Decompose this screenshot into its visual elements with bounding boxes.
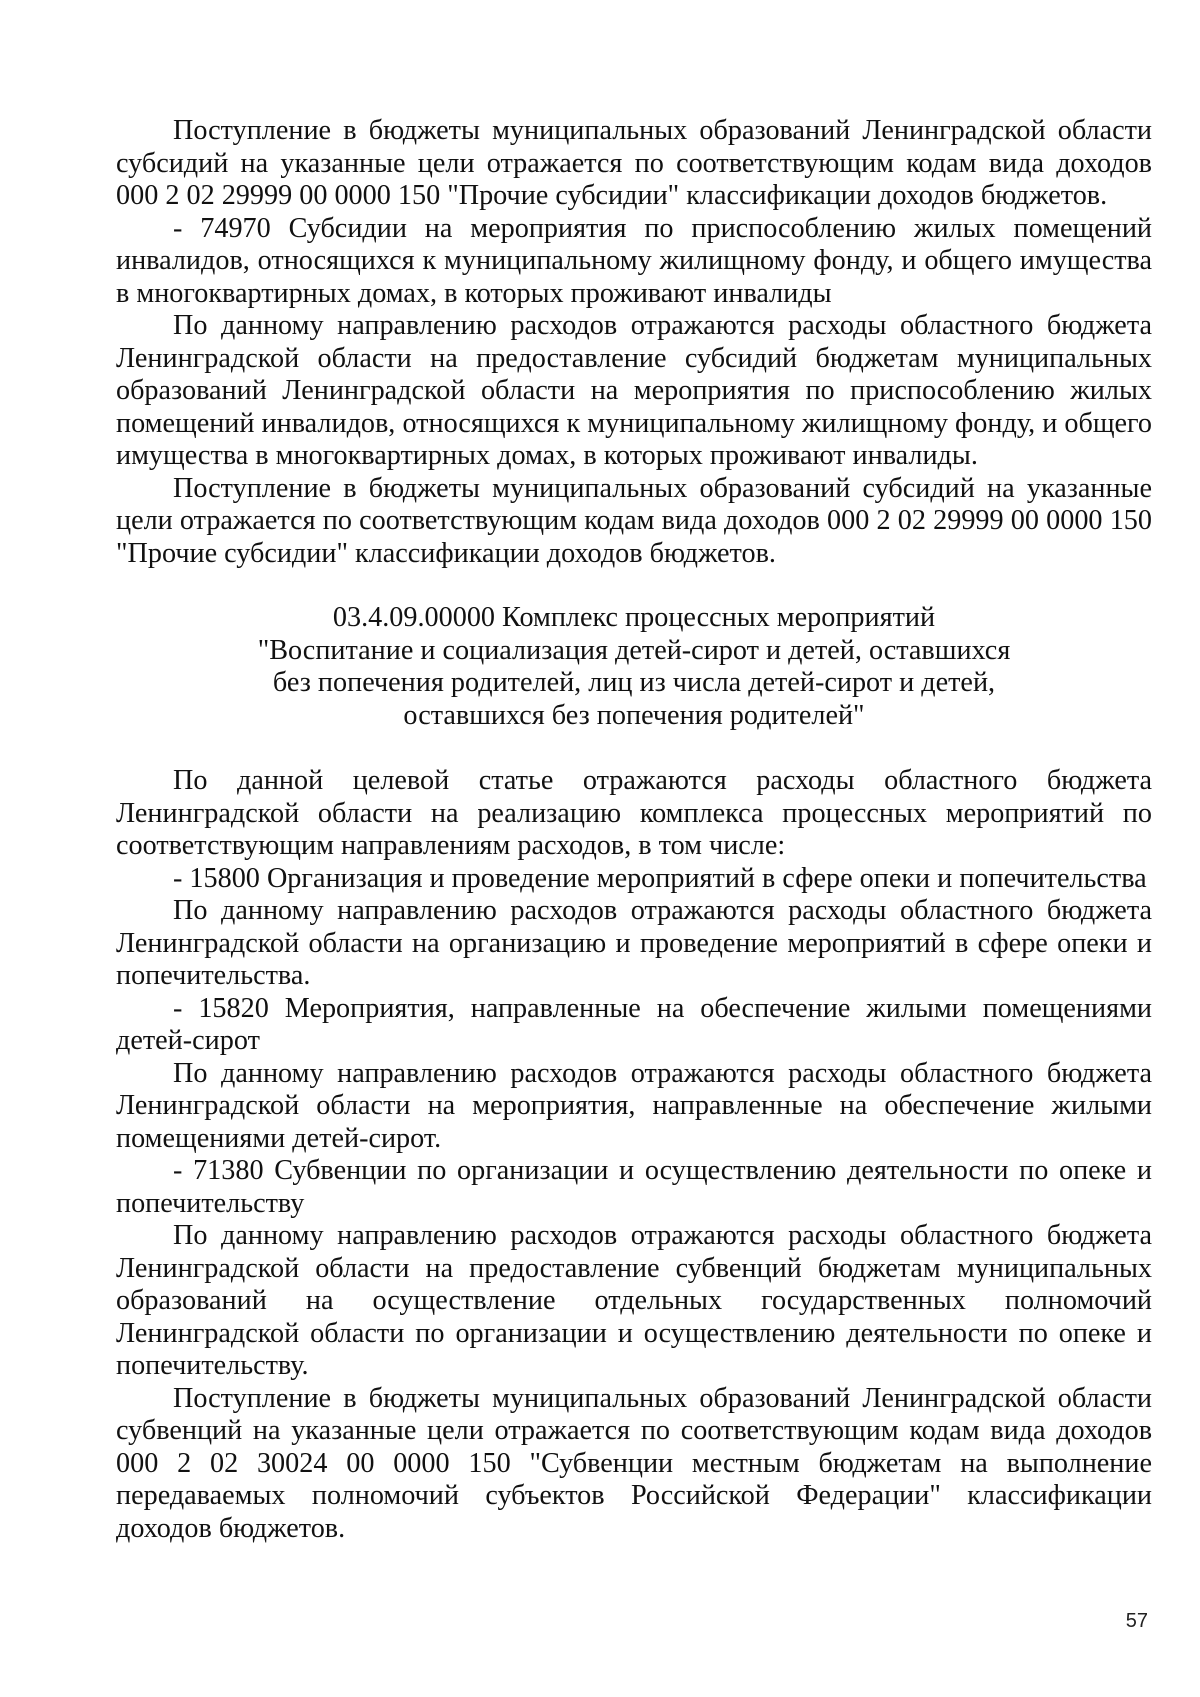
paragraph: Поступление в бюджеты муниципальных образований Ленинградской области субвенций на указанные цели отражается по соответствующим кодам вида доходов 000 2 02 30024 00 0000 150 "Субвенции местным бюджетам на выполнение передаваемых полномочий субъектов Российской Федерации" классификации доходов бюджетов. xyxy=(116,1382,1152,1544)
page-number: 57 xyxy=(1125,1610,1148,1632)
paragraph: - 74970 Субсидии на мероприятия по приспособлению жилых помещений инвалидов, относящихся к муниципальному жилищному фонду, и общего имущества в многоквартирных домах, в которых проживают инвалиды xyxy=(116,212,1152,309)
paragraph: Поступление в бюджеты муниципальных образований Ленинградской области субсидий на указанные цели отражается по соответствующим кодам вида доходов 000 2 02 29999 00 0000 150 "Прочие субсидии" классификации доходов бюджетов. xyxy=(116,115,1152,211)
paragraph: По данной целевой статье отражаются расходы областного бюджета Ленинградской области на реализацию комплекса процессных мероприятий по соответствующим направлениям расходов, в том числе: xyxy=(116,765,1152,861)
section-heading-line: "Воспитание и социализация детей-сирот и детей, оставшихся xyxy=(257,634,1011,666)
section-heading xyxy=(116,602,1152,732)
paragraph: - 15820 Мероприятия, направленные на обеспечение жилыми помещениями детей-сирот xyxy=(116,992,1152,1056)
paragraph: Поступление в бюджеты муниципальных образований субсидий на указанные цели отражается по соответствующим кодам вида доходов 000 2 02 29999 00 0000 150 "Прочие субсидии" классификации доходов бюджетов. xyxy=(116,472,1152,569)
paragraph: По данному направлению расходов отражаются расходы областного бюджета Ленинградской области на организацию и проведение мероприятий в сфере опеки и попечительства. xyxy=(116,895,1152,991)
paragraph: - 71380 Субвенции по организации и осуществлению деятельности по опеке и попечительству xyxy=(116,1155,1152,1219)
section-heading-line: без попечения родителей, лиц из числа детей-сирот и детей, xyxy=(272,667,996,698)
document-body xyxy=(116,115,1152,1545)
paragraph: По данному направлению расходов отражаются расходы областного бюджета Ленинградской области на предоставление субсидий бюджетам муниципальных образований Ленинградской области на мероприятия по приспособлению жилых помещений инвалидов, относящихся к муниципальному жилищному фонду, и общего имущества в многоквартирных домах, в которых проживают инвалиды. xyxy=(116,310,1152,471)
paragraph: - 15800 Организация и проведение мероприятий в сфере опеки и попечительства xyxy=(173,862,1147,894)
paragraph: По данному направлению расходов отражаются расходы областного бюджета Ленинградской области на мероприятия, направленные на обеспечение жилыми помещениями детей-сирот. xyxy=(116,1057,1152,1154)
section-heading-line: оставшихся без попечения родителей" xyxy=(403,699,865,731)
paragraph: По данному направлению расходов отражаются расходы областного бюджета Ленинградской области на предоставление субвенций бюджетам муниципальных образований на осуществление отдельных государственных полномочий Ленинградской области по организации и осуществлению деятельности по опеке и попечительству. xyxy=(116,1220,1152,1381)
section-heading-line: 03.4.09.00000 Комплекс процессных мероприятий xyxy=(332,602,936,633)
